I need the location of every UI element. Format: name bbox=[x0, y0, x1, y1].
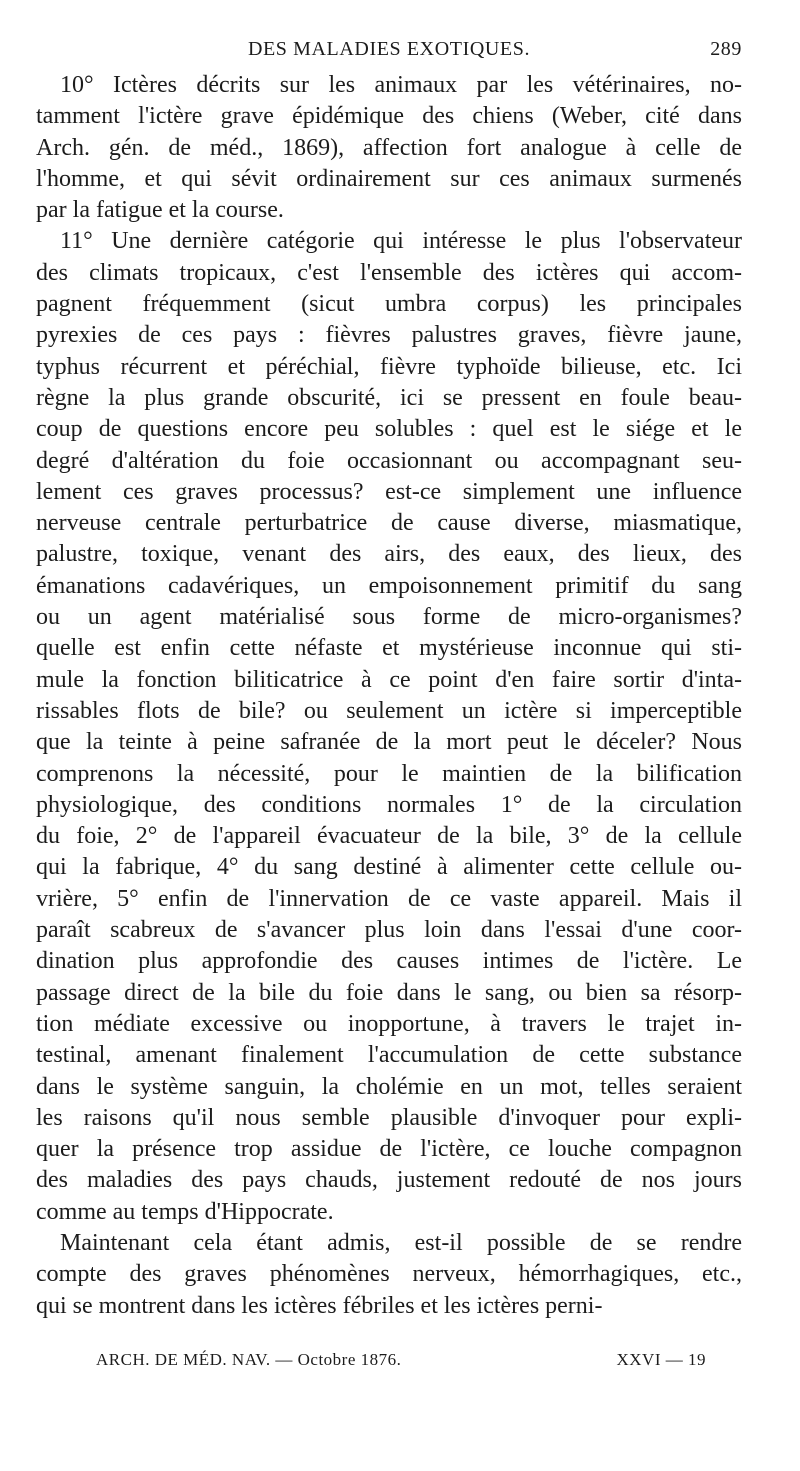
text-line: règne la plus grande obscurité, ici se pressent en foule beau- bbox=[36, 384, 742, 411]
signature-mark: XXVI — 19 bbox=[616, 1350, 706, 1369]
text-line: comprenons la nécessité, pour le maintien de la bilification bbox=[36, 760, 742, 787]
page-footer bbox=[96, 1350, 706, 1376]
text-line: quelle est enfin cette néfaste et mystérieuse inconnue qui sti- bbox=[36, 635, 742, 662]
text-line: typhus récurrent et péréchial, fièvre typhoïde bilieuse, etc. Ici bbox=[36, 353, 742, 380]
running-title: DES MALADIES EXOTIQUES. bbox=[247, 38, 531, 60]
text-line: tamment l'ictère grave épidémique des chiens (Weber, cité dans bbox=[36, 103, 742, 130]
text-line: 11° Une dernière catégorie qui intéresse le plus l'observateur bbox=[60, 228, 742, 255]
text-line: palustre, toxique, venant des airs, des eaux, des lieux, des bbox=[36, 541, 742, 568]
text-line: pagnent fréquemment (sicut umbra corpus) les principales bbox=[36, 291, 742, 318]
text-line: Arch. gén. de méd., 1869), affection fort analogue à celle de bbox=[36, 134, 742, 161]
text-line: paraît scabreux de s'avancer plus loin dans l'essai d'une coor- bbox=[36, 917, 742, 944]
text-line: 10° Ictères décrits sur les animaux par les vétérinaires, no- bbox=[60, 72, 742, 98]
text-line: par la fatigue et la course. bbox=[36, 197, 284, 224]
text-line: passage direct de la bile du foie dans le sang, ou bien sa résorp- bbox=[36, 979, 742, 1006]
text-line: émanations cadavériques, un empoisonnement primitif du sang bbox=[36, 572, 742, 599]
text-line: pyrexies de ces pays : fièvres palustres graves, fièvre jaune, bbox=[36, 322, 742, 349]
text-line: mule la fonction biliticatrice à ce point d'en faire sortir d'inta- bbox=[36, 666, 742, 693]
text-line: testinal, amenant finalement l'accumulation de cette substance bbox=[36, 1042, 742, 1069]
text-line: comme au temps d'Hippocrate. bbox=[36, 1198, 334, 1225]
text-line: compte des graves phénomènes nerveux, hémorrhagiques, etc., bbox=[36, 1261, 742, 1288]
body-text bbox=[36, 70, 742, 1322]
text-line: nerveuse centrale perturbatrice de cause diverse, miasmatique, bbox=[36, 510, 742, 537]
text-line: que la teinte à peine safranée de la mort peut le déceler? Nous bbox=[36, 729, 742, 756]
text-line: des maladies des pays chauds, justement redouté de nos jours bbox=[36, 1167, 742, 1194]
text-line: quer la présence trop assidue de l'ictère, ce louche compagnon bbox=[36, 1136, 742, 1163]
text-line: l'homme, et qui sévit ordinairement sur ces animaux surmenés bbox=[36, 165, 742, 192]
text-line: qui la fabrique, 4° du sang destiné à alimenter cette cellule ou- bbox=[36, 854, 742, 881]
text-line: coup de questions encore peu solubles : quel est le siége et le bbox=[36, 416, 742, 443]
text-line: qui se montrent dans les ictères fébriles et les ictères perni- bbox=[36, 1292, 603, 1319]
text-line: ou un agent matérialisé sous forme de micro-organismes? bbox=[36, 604, 742, 631]
text-line: physiologique, des conditions normales 1° de la circulation bbox=[36, 791, 742, 818]
journal-reference: ARCH. DE MÉD. NAV. — Octobre 1876. bbox=[96, 1350, 402, 1369]
text-line: dination plus approfondie des causes intimes de l'ictère. Le bbox=[36, 948, 742, 975]
text-line: tion médiate excessive ou inopportune, à travers le trajet in- bbox=[36, 1010, 742, 1037]
running-header bbox=[36, 38, 742, 64]
text-line: dans le système sanguin, la cholémie en un mot, telles seraient bbox=[36, 1073, 742, 1100]
page-number: 289 bbox=[710, 38, 742, 60]
text-line: vrière, 5° enfin de l'innervation de ce vaste appareil. Mais il bbox=[36, 885, 742, 912]
text-line: les raisons qu'il nous semble plausible d'invoquer pour expli- bbox=[36, 1104, 742, 1131]
text-line: Maintenant cela étant admis, est-il possible de se rendre bbox=[60, 1229, 742, 1256]
text-line: du foie, 2° de l'appareil évacuateur de la bile, 3° de la cellule bbox=[36, 823, 742, 850]
text-line: degré d'altération du foie occasionnant ou accompagnant seu- bbox=[36, 447, 742, 474]
text-line: lement ces graves processus? est-ce simplement une influence bbox=[36, 478, 742, 505]
text-line: rissables flots de bile? ou seulement un ictère si imperceptible bbox=[36, 697, 742, 724]
text-line: des climats tropicaux, c'est l'ensemble des ictères qui accom- bbox=[36, 259, 742, 286]
